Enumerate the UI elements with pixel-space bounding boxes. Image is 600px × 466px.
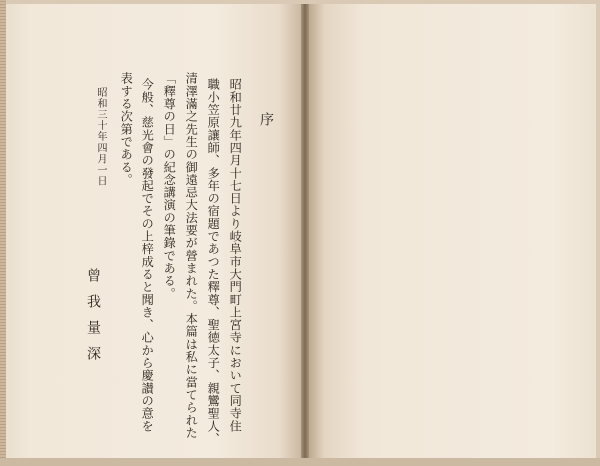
right-page [307,4,596,460]
preface-line-3: 清澤滿之先生の御遠忌大法要が營まれた。本篇は私に當てられた [184,72,199,439]
book-gutter [301,4,309,460]
preface-line-6: 表する次第である。 [119,72,134,186]
preface-line-1: 昭和廿九年四月十七日より岐阜市大門町上宮寺において同寺住 [228,78,243,433]
preface-date: 昭和三十年四月一日 [95,87,106,187]
preface-title: 序 [258,112,274,126]
preface-author: 曾我量深 [85,268,101,372]
preface-line-4: 「釋尊の日」の紀念講演の筆錄である。 [162,72,177,300]
preface-line-2: 職小笠原讓師、多年の宿題であつた釋尊、聖徳太子、親鸞聖人、 [206,78,221,445]
preface-line-5: 今般、慈光會の發起でその上梓成ると聞き、心から慶讃の意を [140,78,155,433]
left-page [6,4,303,460]
book-bottom-edge [0,458,600,466]
